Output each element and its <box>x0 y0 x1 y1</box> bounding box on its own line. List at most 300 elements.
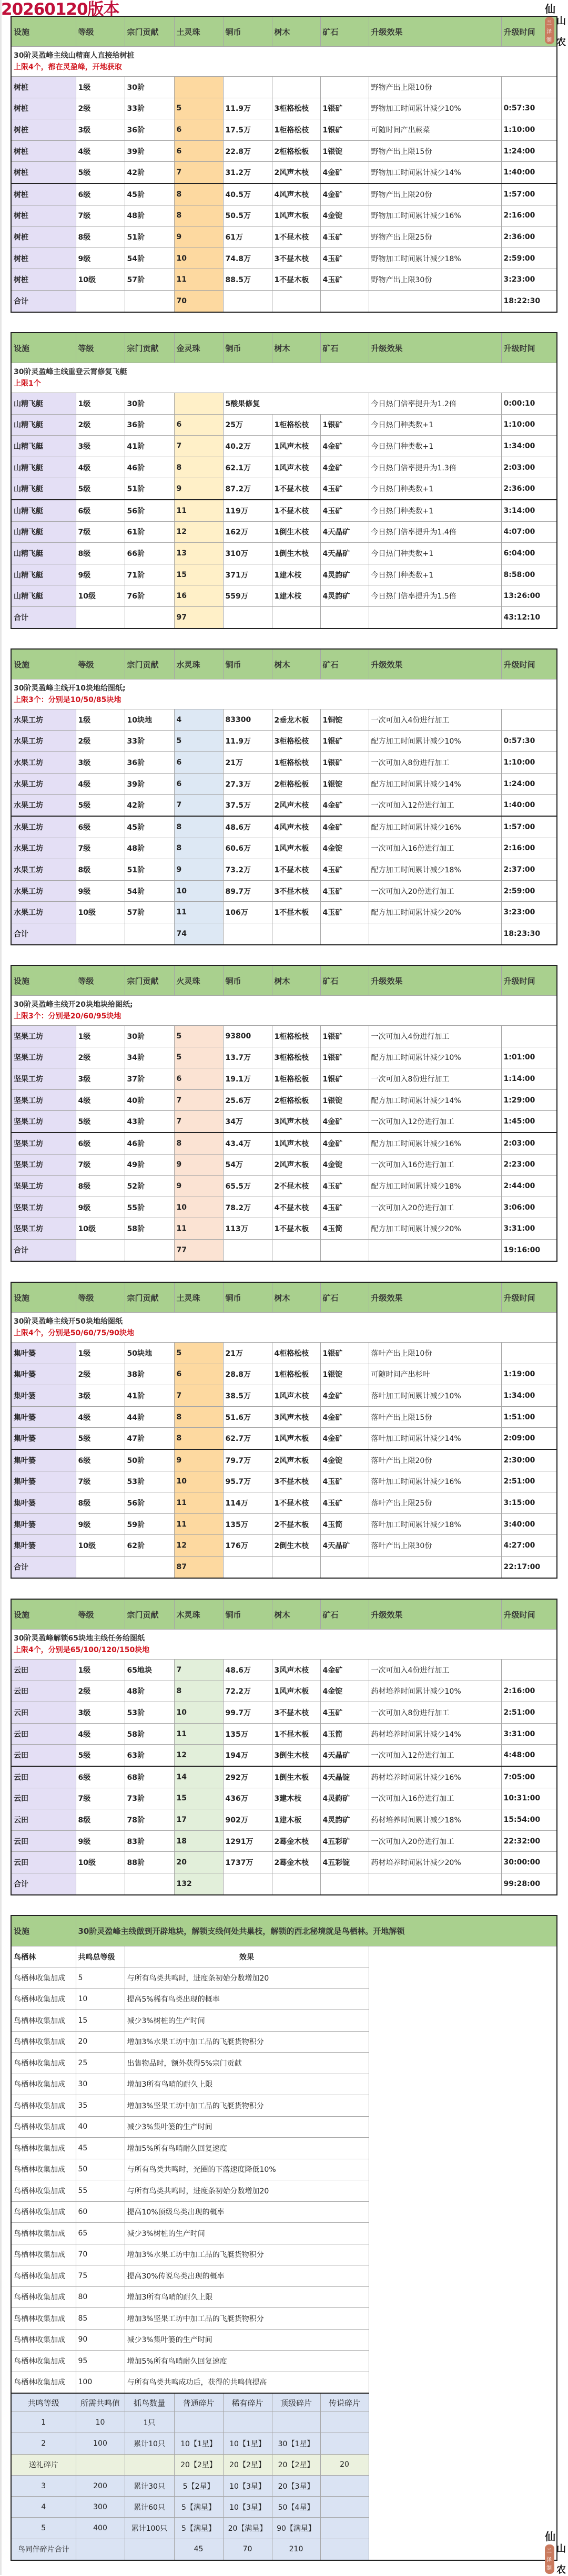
cell-facility: 山精飞艇 <box>11 457 76 478</box>
table-row <box>11 500 557 521</box>
resonance-cell <box>320 2497 369 2518</box>
cell-sect-contribution: 48阶 <box>125 1681 174 1702</box>
cell-ore: 4玉简 <box>320 1723 369 1745</box>
total-cell-wood <box>272 606 320 628</box>
bonus-effect: 增加3所有鸟哨的耐久上限 <box>125 2286 369 2308</box>
bonus-name: 鸟栖林收集加成 <box>11 2201 76 2223</box>
cell-ore: 4金矿 <box>320 1111 369 1132</box>
cell-copper: 113万 <box>223 1218 272 1240</box>
cell-ore: 4玉矿 <box>320 1702 369 1724</box>
total-cell-time: 99:28:00 <box>501 1873 557 1894</box>
cell-orb: 6 <box>174 1364 223 1385</box>
cell-wood: 2倒生木枝 <box>272 1535 320 1557</box>
cell-effect: 一次可加入20份进行加工 <box>369 1830 501 1852</box>
bonus-level: 95 <box>76 2351 125 2372</box>
cell-wood: 2柜格松板 <box>272 773 320 795</box>
total-cell-level <box>76 1556 125 1578</box>
cell-effect: 配方加工时间累计减少10% <box>369 730 501 752</box>
cell-ore: 4金矿 <box>320 183 369 205</box>
cell-sect-contribution: 10块地 <box>125 709 174 731</box>
resonance-cell: 45 <box>174 2539 223 2560</box>
total-cell-effect <box>369 923 501 944</box>
svg-text:兰: 兰 <box>546 2549 552 2554</box>
table-row <box>11 1535 557 1557</box>
total-cell-sect-contribution <box>125 1239 174 1261</box>
column-header-wood: 树木 <box>272 965 320 996</box>
cell-ore: 4玉简 <box>320 1218 369 1240</box>
bonus-name: 鸟栖林收集加成 <box>11 2244 76 2265</box>
cell-orb: 15 <box>174 1788 223 1809</box>
cell-facility: 水果工坊 <box>11 773 76 795</box>
cell-orb: 11 <box>174 1723 223 1745</box>
total-cell-facility: 合计 <box>11 1873 76 1894</box>
bonus-level: 10 <box>76 1988 125 2010</box>
cell-effect: 一次可加入8份进行加工 <box>369 1702 501 1724</box>
cell-orb: 7 <box>174 436 223 457</box>
cell-level: 2级 <box>76 1047 125 1068</box>
cell-ore: 4玉矿 <box>320 248 369 269</box>
resonance-cell: 累计60只 <box>125 2497 174 2518</box>
cell-time: 4:07:00 <box>501 521 557 543</box>
bonus-effect: 与所有鸟类共鸣时，进度条初始分数增加20 <box>125 2180 369 2202</box>
cell-facility: 山精飞艇 <box>11 543 76 564</box>
limit-note: 上限4个，都在灵盈峰，开地获取 <box>14 63 122 71</box>
total-cell-sect-contribution <box>125 290 174 312</box>
total-cell-copper <box>223 1873 272 1894</box>
svg-text:农: 农 <box>556 2564 566 2575</box>
resonance-header: 抓鸟数量 <box>125 2393 174 2412</box>
cell-effect: 药材培养时间累计减少14% <box>369 1723 501 1745</box>
total-row <box>11 1873 557 1894</box>
cell-copper: 28.8万 <box>223 1364 272 1385</box>
resonance-cell: 1 <box>11 2412 76 2433</box>
cell-time: 2:37:00 <box>501 859 557 881</box>
cell-time: 2:44:00 <box>501 1176 557 1197</box>
table-row <box>11 752 557 774</box>
cell-ore: 1银矿 <box>320 414 369 436</box>
cell-level: 3级 <box>76 436 125 457</box>
svg-text:制: 制 <box>546 37 552 43</box>
total-row <box>11 923 557 944</box>
cell-orb: 9 <box>174 859 223 881</box>
cell-time: 3:31:00 <box>501 1723 557 1745</box>
cell-effect: 一次可加入20份进行加工 <box>369 880 501 902</box>
cell-ore: 4玉矿 <box>320 500 369 521</box>
cell-copper: 83300 <box>223 709 272 731</box>
cell-ore: 1银锭 <box>320 140 369 162</box>
resonance-cell: 30【1星】 <box>272 2433 320 2454</box>
cell-facility: 坚果工坊 <box>11 1047 76 1068</box>
column-header-ore: 矿石 <box>320 1282 369 1313</box>
cell-copper: 62.7万 <box>223 1428 272 1449</box>
cell-sect-contribution: 48阶 <box>125 205 174 226</box>
header-row <box>11 1915 557 1946</box>
resonance-header: 传说碎片 <box>320 2393 369 2412</box>
cell-level: 3级 <box>76 1068 125 1090</box>
cell-orb: 10 <box>174 1702 223 1724</box>
table-row <box>11 859 557 881</box>
cell-effect: 野物加工时间累计减少14% <box>369 162 501 183</box>
cell-level: 9级 <box>76 248 125 269</box>
cell-sect-contribution: 44阶 <box>125 1406 174 1428</box>
cell-facility: 水果工坊 <box>11 902 76 923</box>
bonus-level: 80 <box>76 2286 125 2308</box>
column-header-wood: 树木 <box>272 1599 320 1630</box>
table-row <box>11 393 557 415</box>
total-cell-sect-contribution <box>125 606 174 628</box>
cell-facility: 集叶篓 <box>11 1449 76 1471</box>
bonus-effect: 增加3%坚果工坊中加工品的飞艇货物积分 <box>125 2095 369 2117</box>
resonance-cell <box>320 2412 369 2433</box>
column-header-sect-contribution: 宗门贡献 <box>125 965 174 996</box>
cell-facility: 集叶篓 <box>11 1492 76 1514</box>
cell-copper: 21万 <box>223 752 272 774</box>
column-header-sect-contribution: 宗门贡献 <box>125 649 174 679</box>
cell-effect: 配方加工时间累计减少16% <box>369 1132 501 1154</box>
cell-level: 1级 <box>76 1343 125 1364</box>
cell-copper: 73.2万 <box>223 859 272 881</box>
table-row <box>11 1428 557 1449</box>
cell-orb: 6 <box>174 773 223 795</box>
cell-wood: 4风声木枝 <box>272 183 320 205</box>
cell-facility: 山精飞艇 <box>11 585 76 607</box>
resonance-cell: 5 <box>11 2518 76 2539</box>
column-header-time: 升级时间 <box>501 16 557 47</box>
cell-time: 3:14:00 <box>501 500 557 521</box>
sub-header-row <box>11 1946 557 1967</box>
header-row <box>11 333 557 363</box>
header-row <box>11 16 557 47</box>
cell-wood: 1不昼木枝 <box>272 859 320 881</box>
table-row <box>11 1809 557 1831</box>
cell-copper: 37.5万 <box>223 795 272 816</box>
table-row <box>11 902 557 923</box>
total-cell-facility: 合计 <box>11 1556 76 1578</box>
cell-wood: 1建木枝 <box>272 564 320 585</box>
cell-time: 0:00:10 <box>501 393 557 415</box>
cell-ore: 4金矿 <box>320 1385 369 1407</box>
cell-facility: 山精飞艇 <box>11 478 76 500</box>
resonance-cell: 5【2星】 <box>174 2475 223 2496</box>
cell-effect: 配方加工时间累计减少16% <box>369 816 501 838</box>
bonus-effect: 提高10%顶级鸟类出现的概率 <box>125 2201 369 2223</box>
cell-sect-contribution: 39阶 <box>125 773 174 795</box>
table-row <box>11 77 557 98</box>
resonance-cell: 100 <box>76 2433 125 2454</box>
cell-effect: 落叶加工时间累计减少18% <box>369 1513 501 1535</box>
column-header-time: 升级时间 <box>501 965 557 996</box>
table-row <box>11 773 557 795</box>
cell-sect-contribution: 41阶 <box>125 1385 174 1407</box>
resonance-cell: 10【3星】 <box>223 2497 272 2518</box>
cell-sect-contribution: 40阶 <box>125 1089 174 1111</box>
cell-level: 1级 <box>76 393 125 415</box>
cell-facility: 云田 <box>11 1723 76 1745</box>
column-header-copper: 铜币 <box>223 1599 272 1630</box>
cell-effect: 今日热门倍率提升为1.4倍 <box>369 521 501 543</box>
cell-orb: 4 <box>174 709 223 731</box>
cell-effect: 今日热门种类数+1 <box>369 500 501 521</box>
cell-orb: 9 <box>174 478 223 500</box>
cell-orb: 14 <box>174 1766 223 1788</box>
cell-orb: 16 <box>174 585 223 607</box>
cell-level: 7级 <box>76 1154 125 1176</box>
column-header-level: 等级 <box>76 1282 125 1313</box>
cell-time: 1:19:00 <box>501 1364 557 1385</box>
total-cell-ore <box>320 1873 369 1894</box>
bonus-effect: 增加5%所有鸟哨耐久回复速度 <box>125 2138 369 2159</box>
table-row <box>11 730 557 752</box>
total-cell-wood <box>272 290 320 312</box>
cell-wood: 1柜格松枝 <box>272 414 320 436</box>
cell-orb: 18 <box>174 1830 223 1852</box>
cell-effect: 野物产出上限10份 <box>369 77 501 98</box>
cell-time: 1:57:00 <box>501 183 557 205</box>
cell-sect-contribution: 73阶 <box>125 1788 174 1809</box>
cell-effect: 一次可加入8份进行加工 <box>369 1068 501 1090</box>
cell-copper: 93800 <box>223 1026 272 1047</box>
cell-facility: 山精飞艇 <box>11 521 76 543</box>
unlock-description: 30阶灵盈峰主线做到开辟地块，解锁支线何处共巢枝，解锁的西北秘境就是鸟栖林。开地解锁 <box>76 1915 557 1946</box>
cell-facility: 水果工坊 <box>11 859 76 881</box>
bonus-name: 鸟栖林收集加成 <box>11 2138 76 2159</box>
cell-wood: 2风声木板 <box>272 1154 320 1176</box>
cell-sect-contribution: 62阶 <box>125 1535 174 1557</box>
cell-time <box>501 1026 557 1047</box>
cell-orb: 8 <box>174 816 223 838</box>
sub-header-effect: 效果 <box>125 1946 369 1967</box>
limit-note: 上限4个，分别是65/100/120/150块地 <box>14 1646 150 1654</box>
cell-wood: 1柜格松枝 <box>272 752 320 774</box>
cell-facility: 云田 <box>11 1852 76 1873</box>
bonus-level: 45 <box>76 2138 125 2159</box>
header-row <box>11 1599 557 1630</box>
table-row <box>11 1492 557 1514</box>
cell-copper: 176万 <box>223 1535 272 1557</box>
cell-level: 9级 <box>76 1197 125 1218</box>
table-row <box>11 1364 557 1385</box>
cell-level: 5级 <box>76 1111 125 1132</box>
svg-text:制: 制 <box>546 2565 552 2571</box>
total-cell-ore <box>320 1556 369 1578</box>
cell-copper: 50.5万 <box>223 205 272 226</box>
table-row <box>11 205 557 226</box>
cell-sect-contribution: 83阶 <box>125 1830 174 1852</box>
total-cell-time: 18:22:30 <box>501 290 557 312</box>
bonus-level: 30 <box>76 2074 125 2095</box>
bonus-level: 20 <box>76 2031 125 2053</box>
cell-wood: 4风声木枝 <box>272 816 320 838</box>
column-header-copper: 铜币 <box>223 649 272 679</box>
resonance-cell <box>125 2539 174 2560</box>
table-row <box>11 1111 557 1132</box>
cell-ore <box>320 77 369 98</box>
resonance-header: 共鸣等级 <box>11 2393 76 2412</box>
cell-level: 5级 <box>76 795 125 816</box>
cell-sect-contribution: 88阶 <box>125 1852 174 1873</box>
cell-orb: 9 <box>174 1449 223 1471</box>
cell-ore: 4玉矿 <box>320 859 369 881</box>
cell-effect: 配方加工时间累计减少20% <box>369 902 501 923</box>
total-row <box>11 290 557 312</box>
column-header-orb: 木灵珠 <box>174 1599 223 1630</box>
cell-facility: 水果工坊 <box>11 838 76 859</box>
cell-time: 30:00:00 <box>501 1852 557 1873</box>
total-cell-orb: 132 <box>174 1873 223 1894</box>
cell-effect: 一次可加入20份进行加工 <box>369 1197 501 1218</box>
note-row <box>11 1630 557 1660</box>
total-cell-level <box>76 1873 125 1894</box>
cell-sect-contribution: 30阶 <box>125 393 174 415</box>
cell-wood: 1风声木枝 <box>272 457 320 478</box>
cell-level: 10级 <box>76 1852 125 1873</box>
cell-facility: 坚果工坊 <box>11 1068 76 1090</box>
unlock-note: 30阶灵盈峰解锁65块地主线任务给图纸 <box>14 1634 145 1643</box>
cell-ore: 4玉矿 <box>320 1471 369 1492</box>
cell-facility: 集叶篓 <box>11 1364 76 1385</box>
cell-wood: 1不昼木板 <box>272 1723 320 1745</box>
cell-sect-contribution: 71阶 <box>125 564 174 585</box>
cell-orb: 10 <box>174 1197 223 1218</box>
cell-wood: 3不昼木枝 <box>272 248 320 269</box>
cell-orb: 20 <box>174 1852 223 1873</box>
cell-level: 8级 <box>76 543 125 564</box>
bonus-effect: 出售物品时，额外获得5%宗门贡献 <box>125 2053 369 2074</box>
facility-upgrade-table <box>11 1599 557 1895</box>
bonus-effect: 与所有鸟类共鸣时，进度条初始分数增加20 <box>125 1967 369 1989</box>
cell-wood: 2风声木枝 <box>272 795 320 816</box>
cell-level: 8级 <box>76 859 125 881</box>
svg-text:泽: 泽 <box>546 29 552 35</box>
note-row <box>11 363 557 393</box>
cell-wood: 1风声木枝 <box>272 1385 320 1407</box>
svg-text:仙: 仙 <box>545 2530 555 2543</box>
column-header-sect-contribution: 宗门贡献 <box>125 333 174 363</box>
cell-time: 2:51:00 <box>501 1471 557 1492</box>
cell-facility: 坚果工坊 <box>11 1197 76 1218</box>
cell-level: 8级 <box>76 1492 125 1514</box>
resonance-cell: 2 <box>11 2433 76 2454</box>
cell-copper: 48.6万 <box>223 816 272 838</box>
bonus-name: 鸟栖林收集加成 <box>11 2010 76 2032</box>
total-row <box>11 606 557 628</box>
resonance-cell: 累计100只 <box>125 2518 174 2539</box>
cell-effect: 药材培养时间累计减少10% <box>369 1681 501 1702</box>
cell-effect: 配方加工时间累计减少14% <box>369 773 501 795</box>
cell-time: 3:06:00 <box>501 1197 557 1218</box>
cell-wood: 3柜格松枝 <box>272 1047 320 1068</box>
cell-facility: 云田 <box>11 1788 76 1809</box>
cell-copper: 135万 <box>223 1723 272 1745</box>
cell-level: 10级 <box>76 1218 125 1240</box>
cell-effect: 一次可加入4份进行加工 <box>369 1026 501 1047</box>
cell-copper: 19.1万 <box>223 1068 272 1090</box>
unlock-note: 30阶灵盈峰主线开10块地给图纸; <box>14 684 126 693</box>
cell-wood: 1风声木板 <box>272 1681 320 1702</box>
cell-ore: 1银矿 <box>320 1343 369 1364</box>
cell-time: 3:23:00 <box>501 269 557 291</box>
facility-upgrade-table <box>11 648 557 945</box>
column-header-orb: 土灵珠 <box>174 1282 223 1313</box>
cell-ore: 4金矿 <box>320 1132 369 1154</box>
cell-orb: 5 <box>174 730 223 752</box>
column-header-ore: 矿石 <box>320 1599 369 1630</box>
cell-wood: 3风声木枝 <box>272 1660 320 1681</box>
bonus-effect: 提高30%传说鸟类出现的概率 <box>125 2265 369 2287</box>
resonance-cell <box>174 2412 223 2433</box>
cell-orb: 7 <box>174 162 223 183</box>
cell-facility: 树桩 <box>11 98 76 119</box>
cell-level: 3级 <box>76 1385 125 1407</box>
total-cell-ore <box>320 290 369 312</box>
note-cell <box>11 1313 557 1343</box>
cell-facility: 树桩 <box>11 205 76 226</box>
cell-copper: 119万 <box>223 500 272 521</box>
resonance-header: 所需共鸣值 <box>76 2393 125 2412</box>
cell-orb: 12 <box>174 1535 223 1557</box>
resonance-cell <box>125 2454 174 2475</box>
resonance-cell: 累计30只 <box>125 2475 174 2496</box>
cell-ore: 4五彩矿 <box>320 1830 369 1852</box>
column-header-time: 升级时间 <box>501 1599 557 1630</box>
cell-facility: 水果工坊 <box>11 816 76 838</box>
bonus-level: 40 <box>76 2116 125 2138</box>
cell-orb: 11 <box>174 500 223 521</box>
cell-orb: 6 <box>174 1068 223 1090</box>
bonus-name: 鸟栖林收集加成 <box>11 2372 76 2393</box>
cell-effect: 落叶产出上限30份 <box>369 1535 501 1557</box>
cell-time: 1:24:00 <box>501 773 557 795</box>
cell-sect-contribution: 33阶 <box>125 98 174 119</box>
cell-facility: 集叶篓 <box>11 1343 76 1364</box>
cell-wood: 1倒生木板 <box>272 1766 320 1788</box>
total-cell-level <box>76 1239 125 1261</box>
bonus-effect: 增加3%坚果工坊中加工品的飞艇货物积分 <box>125 2308 369 2330</box>
cell-time: 2:09:00 <box>501 1428 557 1449</box>
cell-effect: 野物产出上限25份 <box>369 226 501 248</box>
cell-effect: 落叶产出上限25份 <box>369 1492 501 1514</box>
cell-wood: 4柜格松枝 <box>272 1343 320 1364</box>
note-row <box>11 1313 557 1343</box>
cell-copper: 5酸果修复 <box>223 393 369 415</box>
limit-note: 上限1个 <box>14 379 41 388</box>
column-header-sect-contribution: 宗门贡献 <box>125 1282 174 1313</box>
cell-ore: 1银锭 <box>320 1364 369 1385</box>
sub-header-forest: 鸟栖林 <box>11 1946 76 1967</box>
cell-facility: 树桩 <box>11 248 76 269</box>
cell-time: 6:04:00 <box>501 543 557 564</box>
cell-time: 3:31:00 <box>501 1218 557 1240</box>
cell-orb: 5 <box>174 1026 223 1047</box>
cell-copper: 27.3万 <box>223 773 272 795</box>
total-cell-facility: 合计 <box>11 606 76 628</box>
cell-orb: 7 <box>174 795 223 816</box>
cell-effect: 配方加工时间累计减少20% <box>369 1218 501 1240</box>
cell-copper: 65.5万 <box>223 1176 272 1197</box>
cell-facility: 云田 <box>11 1660 76 1681</box>
cell-ore: 4金锭 <box>320 838 369 859</box>
cell-copper: 99.7万 <box>223 1702 272 1724</box>
cell-sect-contribution: 45阶 <box>125 183 174 205</box>
column-header-sect-contribution: 宗门贡献 <box>125 16 174 47</box>
cell-wood: 1风声木枝 <box>272 1132 320 1154</box>
cell-sect-contribution: 51阶 <box>125 226 174 248</box>
column-header-effect: 升级效果 <box>369 1599 501 1630</box>
cell-ore: 1银矿 <box>320 119 369 141</box>
cell-level: 5级 <box>76 162 125 183</box>
cell-ore: 4天晶矿 <box>320 543 369 564</box>
column-header-ore: 矿石 <box>320 649 369 679</box>
